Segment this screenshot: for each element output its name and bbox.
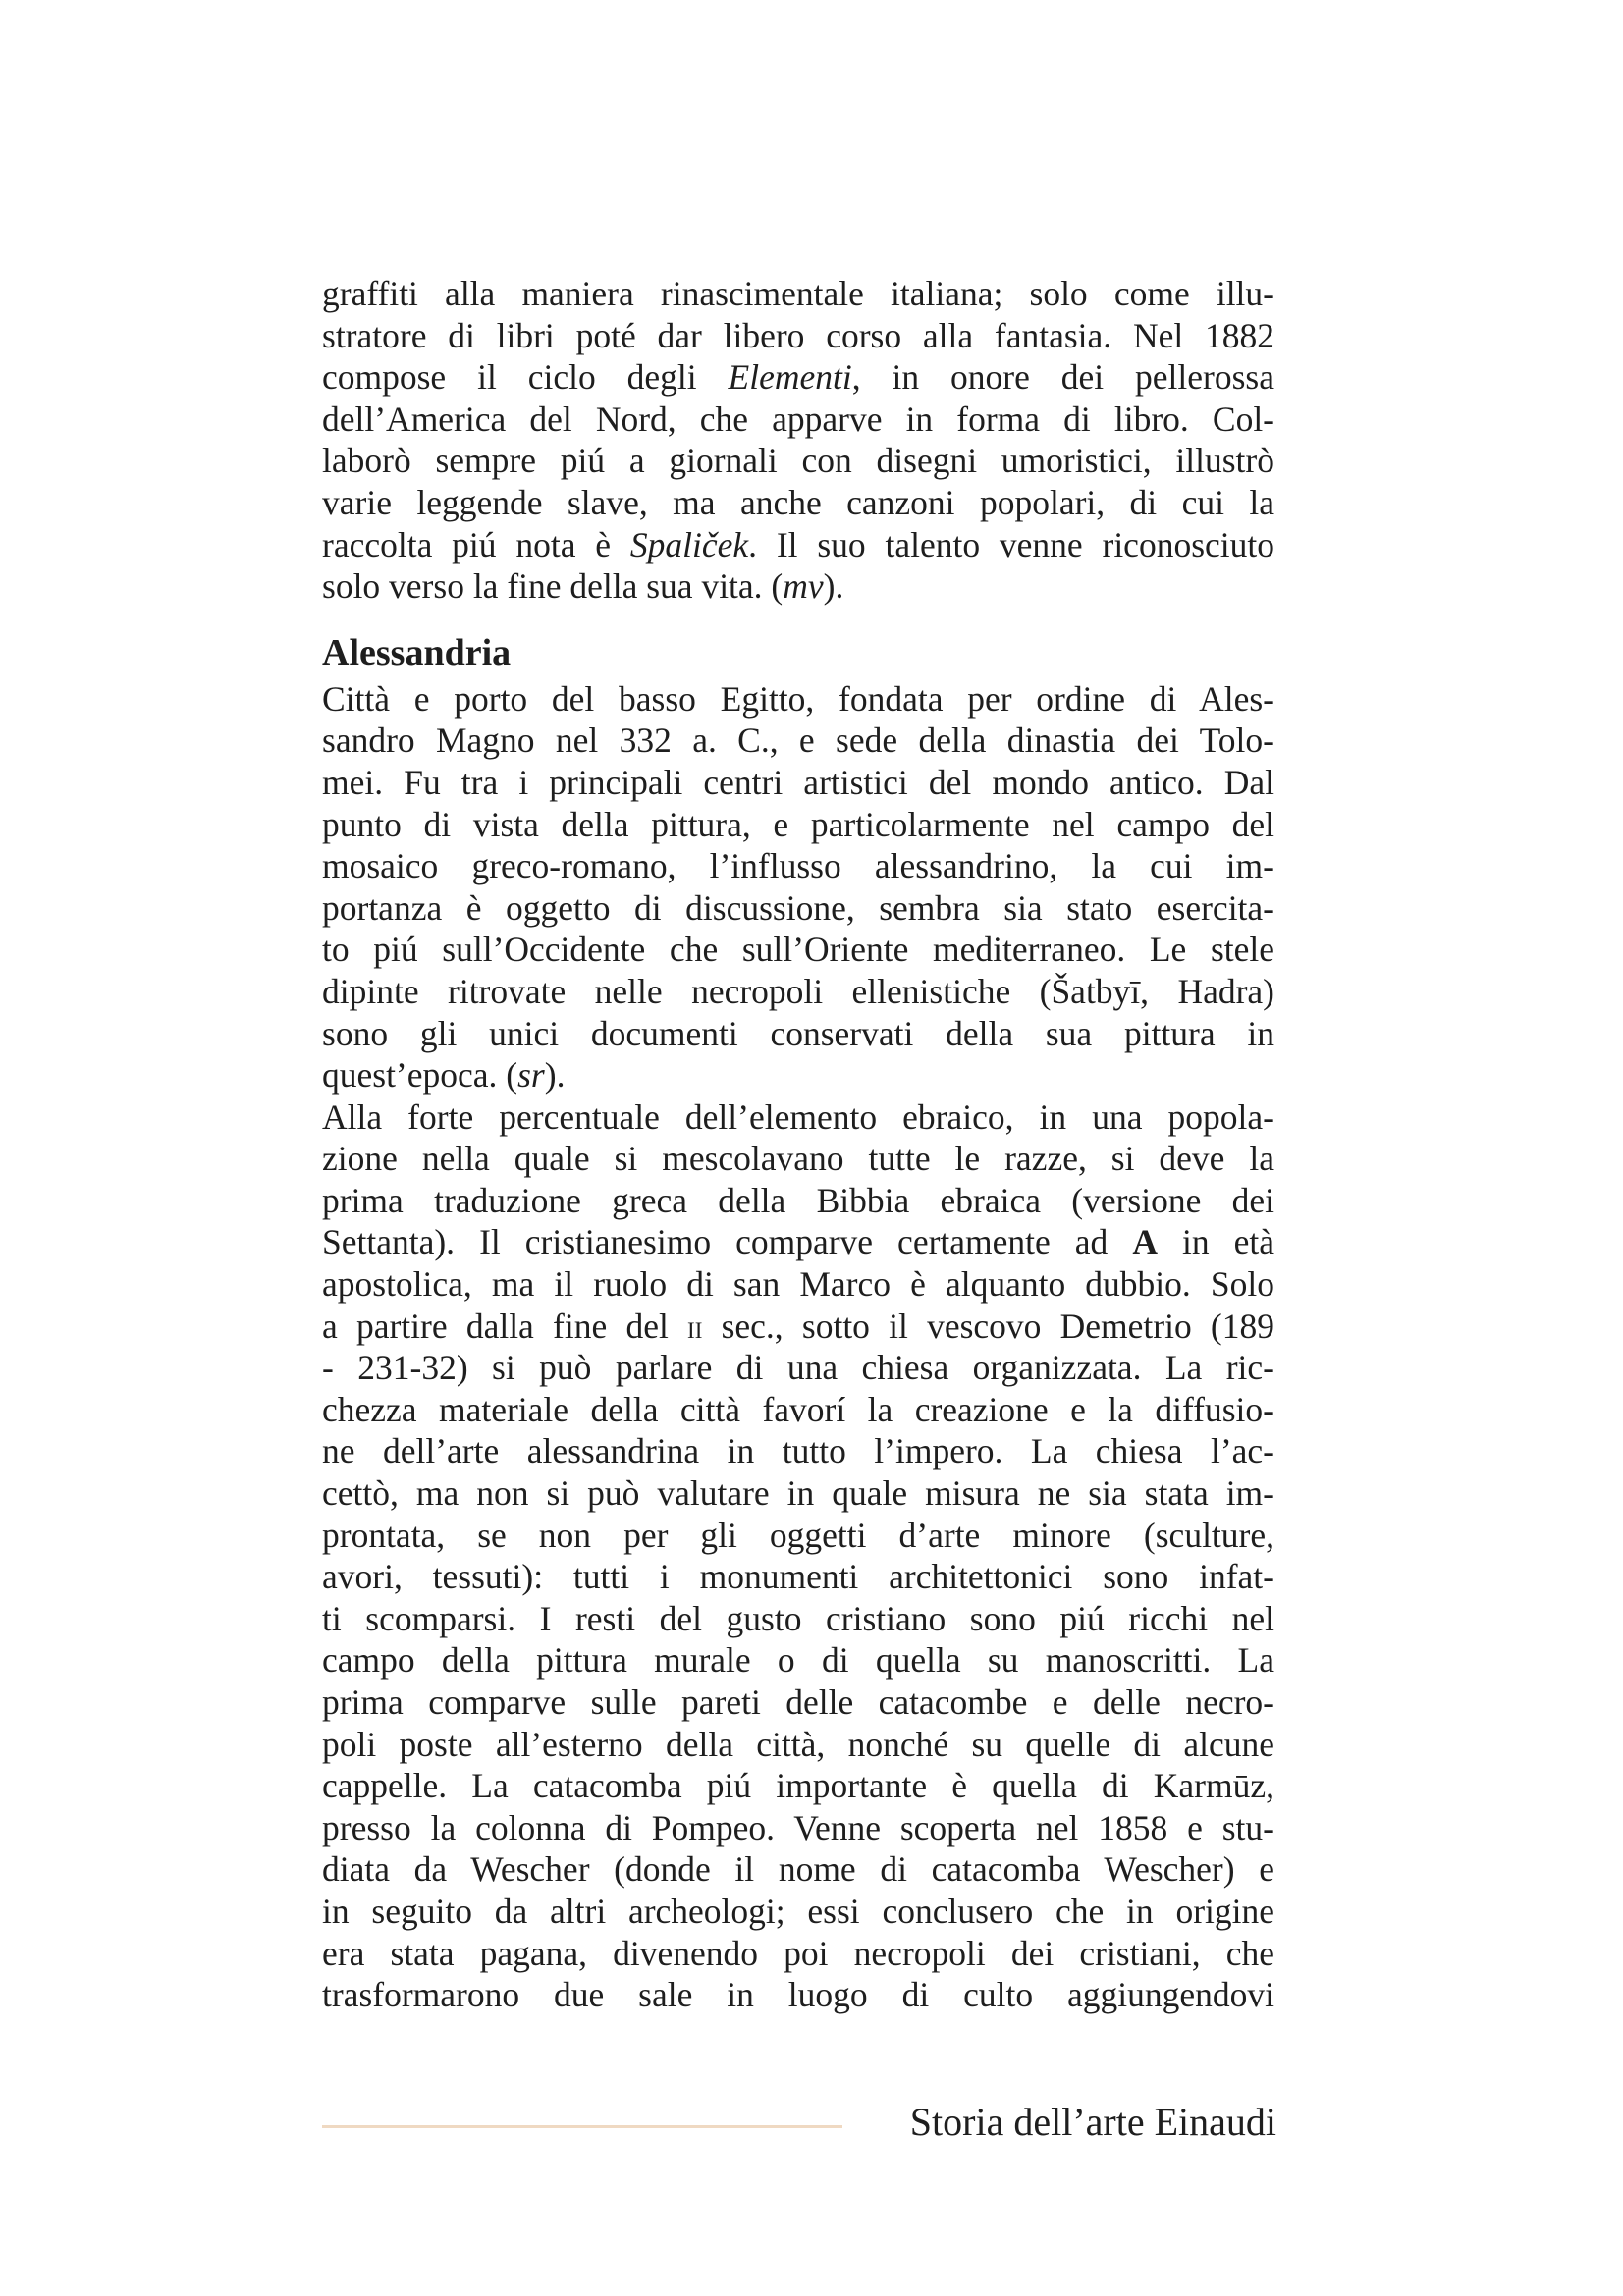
text-line: prima traduzione greca della Bibbia ebraica (versione dei — [322, 1180, 1274, 1220]
text-line: to piú sull’Occidente che sull’Oriente mediterraneo. Le stele — [322, 930, 1274, 970]
text-line: poli poste all’esterno della città, nonché su quelle di alcune — [322, 1724, 1274, 1764]
text-line: Alla forte percentuale dell’elemento ebraico, in una popola- — [322, 1096, 1274, 1137]
text-line: avori, tessuti): tutti i monumenti architettonici sono infat- — [322, 1557, 1274, 1597]
text-line: campo della pittura murale o di quella su manoscritti. La — [322, 1640, 1274, 1681]
work-title-spalicek: Spaliček — [629, 524, 749, 564]
text-line: quest’epoca. (sr). — [322, 1055, 566, 1095]
text-line: zione nella quale si mescolavano tutte le razze, si deve la — [322, 1139, 1274, 1179]
entry-heading: Alessandria — [322, 631, 512, 673]
text-line: varie leggende slave, ma anche canzoni popolari, di cui la — [322, 482, 1274, 522]
intro-paragraph — [322, 273, 1274, 608]
text-line: ne dell’arte alessandrina in tutto l’impero. La chiesa l’ac- — [322, 1431, 1274, 1471]
footer-rule — [322, 2125, 842, 2128]
text-line: cettò, ma non si può valutare in quale misura ne sia stata im- — [322, 1473, 1274, 1514]
text-line: raccolta piú nota è Spaliček. Il suo talento venne riconosciuto — [322, 524, 1274, 564]
text-line: Settanta). Il cristianesimo comparve certamente ad A in età — [322, 1222, 1274, 1262]
text-line: sono gli unici documenti conservati della sua pittura in — [322, 1013, 1274, 1053]
text-line: prontata, se non per gli oggetti d’arte minore (sculture, — [322, 1515, 1274, 1555]
text-line: - 231-32) si può parlare di una chiesa organizzata. La ric- — [322, 1348, 1274, 1388]
entry-paragraph-2 — [322, 1096, 1274, 2016]
text-line: sandro Magno nel 332 a. C., e sede della dinastia dei Tolo- — [322, 721, 1274, 761]
text-line: diata da Wescher (donde il nome di catacomba Wescher) e — [322, 1849, 1274, 1890]
text-line: dell’America del Nord, che apparve in forma di libro. Col- — [322, 399, 1274, 439]
text-line: a partire dalla fine del ii sec., sotto il vescovo Demetrio (189 — [322, 1306, 1274, 1346]
text-line: punto di vista della pittura, e particolarmente nel campo del — [322, 804, 1274, 844]
footer-title: Storia dell’arte Einaudi — [909, 2100, 1276, 2144]
text-line: era stata pagana, divenendo poi necropoli dei cristiani, che — [322, 1933, 1274, 1973]
text-line: Città e porto del basso Egitto, fondata per ordine di Ales- — [322, 678, 1274, 719]
text-line: cappelle. La catacomba piú importante è quella di Karmūz, — [322, 1766, 1274, 1806]
text-line: compose il ciclo degli Elementi, in onore dei pellerossa — [322, 357, 1274, 398]
text-line: apostolica, ma il ruolo di san Marco è alquanto dubbio. Solo — [322, 1264, 1274, 1305]
text-line: solo verso la fine della sua vita. (mv). — [322, 566, 844, 607]
text-line: stratore di libri poté dar libero corso alla fantasia. Nel 1882 — [322, 315, 1274, 355]
century-numeral: ii — [687, 1309, 703, 1346]
text-line: ti scomparsi. I resti del gusto cristiano sono piú ricchi nel — [322, 1598, 1274, 1638]
text-line: prima comparve sulle pareti delle catacombe e delle necro- — [322, 1682, 1274, 1722]
text-line: dipinte ritrovate nelle necropoli ellenistiche (Šatbyī, Hadra) — [322, 971, 1274, 1011]
text-line: mosaico greco-romano, l’influsso alessandrino, la cui im- — [322, 846, 1274, 886]
entry-paragraph-1 — [322, 678, 1274, 1096]
author-initials: mv — [783, 566, 824, 607]
page-body — [322, 273, 1274, 2016]
text-line: in seguito da altri archeologi; essi conclusero che in origine — [322, 1891, 1274, 1931]
text-line: portanza è oggetto di discussione, sembra sia stato esercita- — [322, 887, 1274, 928]
entry-abbreviation: A — [1132, 1222, 1158, 1262]
text-line: chezza materiale della città favorí la creazione e la diffusio- — [322, 1389, 1274, 1429]
text-line: presso la colonna di Pompeo. Venne scoperta nel 1858 e stu- — [322, 1807, 1274, 1847]
text-line: graffiti alla maniera rinascimentale italiana; solo come illu- — [322, 274, 1274, 313]
work-title-elementi: Elementi — [728, 357, 852, 398]
text-line: mei. Fu tra i principali centri artistici del mondo antico. Dal — [322, 762, 1274, 802]
text-line: laborò sempre piú a giornali con disegni umoristici, illustrò — [322, 441, 1274, 481]
author-initials: sr — [517, 1055, 545, 1095]
text-line: trasformarono due sale in luogo di culto aggiungendovi — [322, 1975, 1274, 2015]
